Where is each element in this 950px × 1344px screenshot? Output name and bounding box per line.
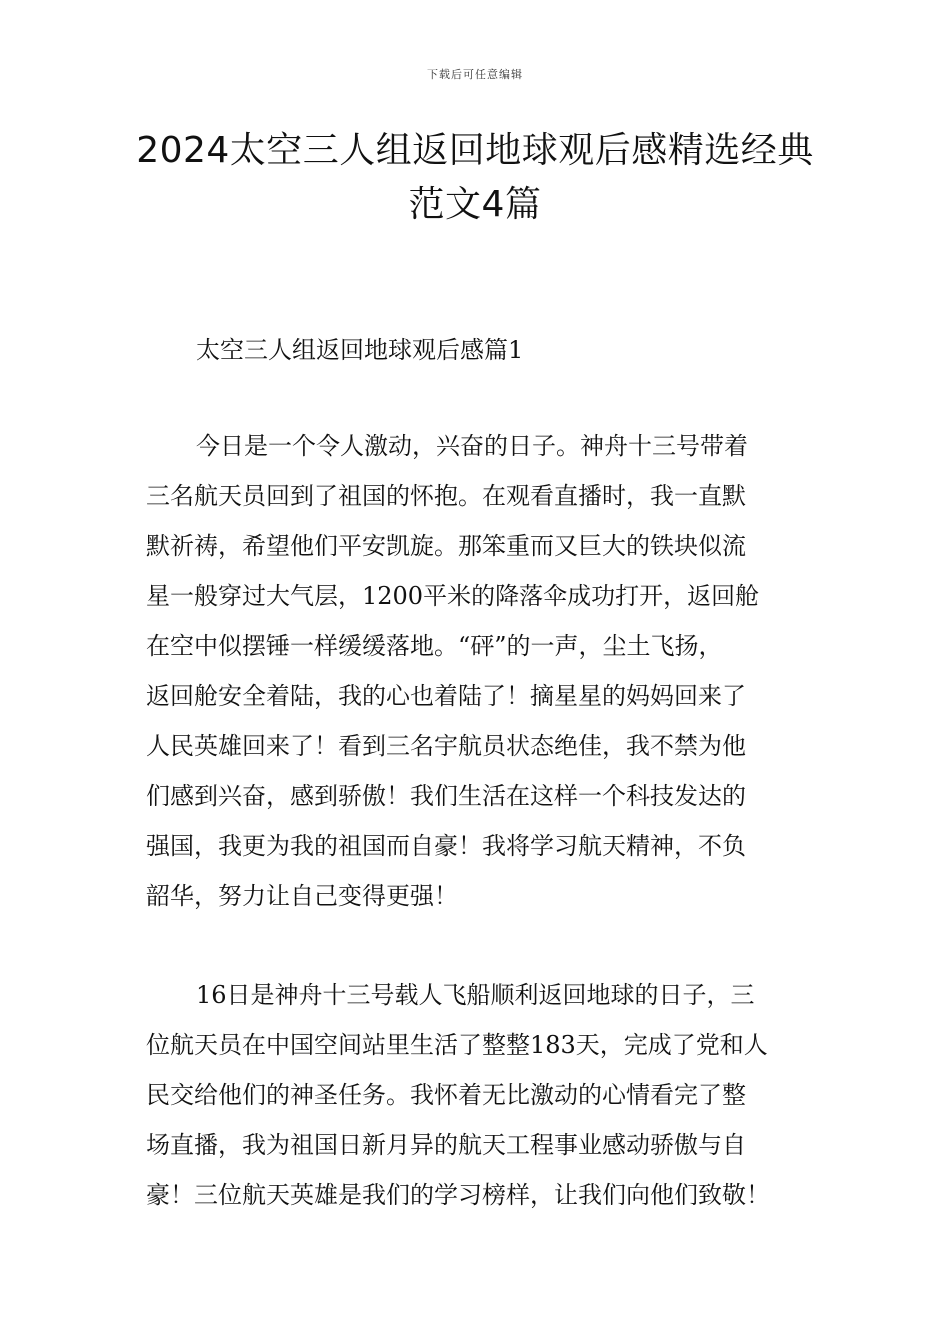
paragraph-1 <box>146 421 806 921</box>
paragraph-line: 位航天员在中国空间站里生活了整整183天，完成了党和人 <box>146 1031 768 1059</box>
paragraph-line: 人民英雄回来了！看到三名宇航员状态绝佳，我不禁为他 <box>146 732 746 760</box>
paragraph-line: 韶华，努力让自己变得更强！ <box>146 882 458 910</box>
paragraph-line: 返回舱安全着陆，我的心也着陆了！摘星星的妈妈回来了 <box>146 682 746 710</box>
section-heading: 太空三人组返回地球观后感篇1 <box>196 336 524 364</box>
paragraph-line: 在空中似摆锤一样缓缓落地。“砰”的一声，尘土飞扬， <box>146 632 723 660</box>
paragraph-line: 16日是神舟十三号载人飞船顺利返回地球的日子，三 <box>196 981 755 1009</box>
paragraph-line: 豪！三位航天英雄是我们的学习榜样，让我们向他们致敬！ <box>146 1181 770 1209</box>
paragraph-line: 星一般穿过大气层，1200平米的降落伞成功打开，返回舱 <box>146 582 760 610</box>
title-line-2: 范文4篇 <box>408 184 542 225</box>
paragraph-line: 三名航天员回到了祖国的怀抱。在观看直播时，我一直默 <box>146 482 746 510</box>
title-line-1: 2024太空三人组返回地球观后感精选经典 <box>136 130 814 171</box>
paragraph-line: 场直播，我为祖国日新月异的航天工程事业感动骄傲与自 <box>146 1131 746 1159</box>
paragraph-line: 们感到兴奋，感到骄傲！我们生活在这样一个科技发达的 <box>146 782 746 810</box>
paragraph-line: 强国，我更为我的祖国而自豪！我将学习航天精神，不负 <box>146 832 746 860</box>
paragraph-line: 民交给他们的神圣任务。我怀着无比激动的心情看完了整 <box>146 1081 746 1109</box>
paragraph-line: 今日是一个令人激动，兴奋的日子。神舟十三号带着 <box>196 432 748 460</box>
header-note: 下载后可任意编辑 <box>427 68 523 81</box>
document-title <box>0 124 950 232</box>
paragraph-line: 默祈祷，希望他们平安凯旋。那笨重而又巨大的铁块似流 <box>146 532 746 560</box>
paragraph-2 <box>146 970 806 1220</box>
